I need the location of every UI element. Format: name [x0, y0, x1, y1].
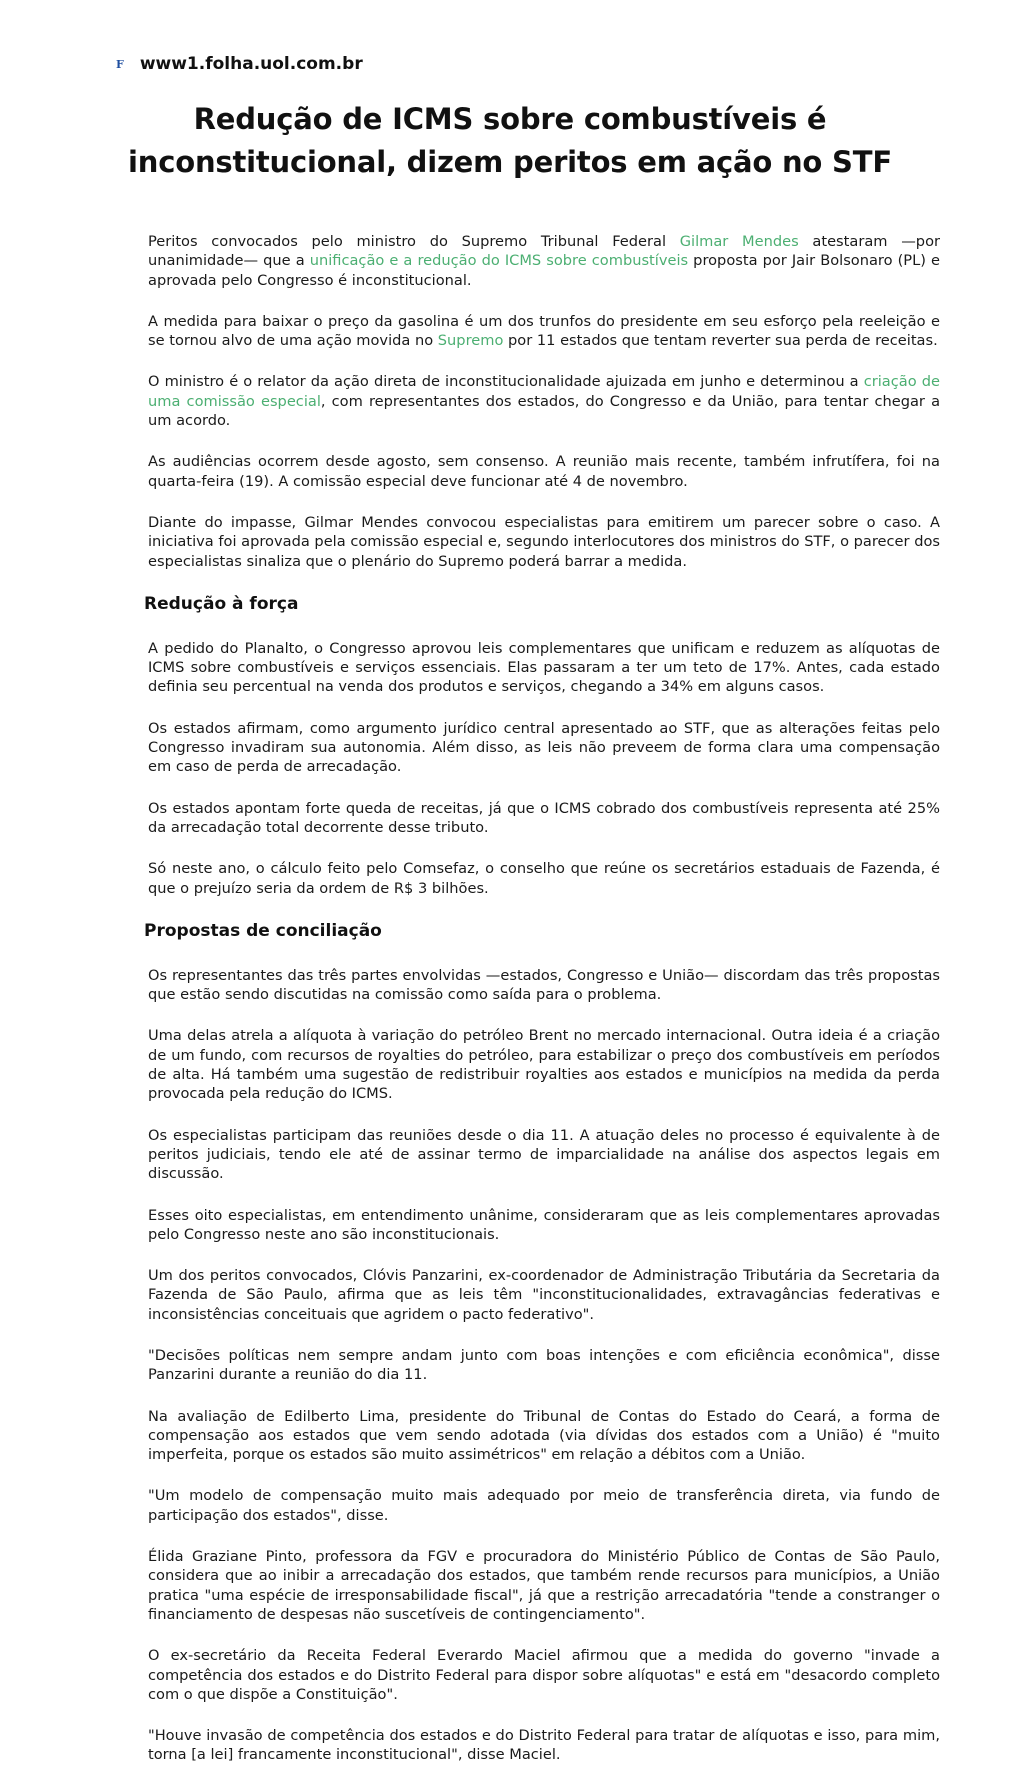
paragraph-4: As audiências ocorrem desde agosto, sem consenso. A reunião mais recente, também infrutífera, foi na quarta-feira (19). A comissão especial deve funcionar até 4 de novembro.	[148, 453, 940, 490]
link-comissao-especial[interactable]: criação de uma comissão especial	[148, 373, 940, 410]
site-url[interactable]: www1.folha.uol.com.br	[139, 54, 363, 74]
paragraph-2	[148, 312, 940, 351]
paragraph-1-text-a: Peritos convocados pelo ministro do Supremo Tribunal Federal	[148, 233, 680, 250]
paragraph-20: "Houve invasão de competência dos estados e do Distrito Federal para tratar de alíquotas e isso, para mim, torna [a lei] francamente inconstitucional", disse Maciel.	[148, 1727, 940, 1764]
paragraph-3	[148, 372, 940, 430]
paragraph-6: A pedido do Planalto, o Congresso aprovou leis complementares que unificam e reduzem as alíquotas de ICMS sobre combustíveis e serviços essenciais. Elas passaram a ter um teto de 17%. Antes, cada estado definia seu percentual na venda dos produtos e serviços, chegando a 34% em alguns casos.	[148, 639, 940, 696]
paragraph-8: Os estados apontam forte queda de receitas, já que o ICMS cobrado dos combustíveis representa até 25% da arrecadação total decorrente desse tributo.	[148, 799, 940, 836]
paragraph-5: Diante do impasse, Gilmar Mendes convocou especialistas para emitirem um parecer sobre o caso. A iniciativa foi aprovada pela comissão especial e, segundo interlocutores dos ministros do STF, o parecer dos especialistas sinaliza que o plenário do Supremo poderá barrar a medida.	[148, 513, 940, 570]
paragraph-7: Os estados afirmam, como argumento jurídico central apresentado ao STF, que as alterações feitas pelo Congresso invadiram sua autonomia. Além disso, as leis não preveem de forma clara uma compensação em caso de perda de arrecadação.	[148, 719, 940, 776]
paragraph-2-text-a: A medida para baixar o preço da gasolina é um dos trunfos do presidente em seu esforço pela reeleição e se tornou alvo de uma ação movida no	[148, 312, 940, 350]
paragraph-3-text-a: O ministro é o relator da ação direta de inconstitucionalidade ajuizada em junho e determinou a	[148, 373, 864, 391]
section-heading-reducao: Redução à força	[144, 593, 299, 614]
paragraph-15: "Decisões políticas nem sempre andam junto com boas intenções e com eficiência econômica", disse Panzarini durante a reunião do dia 11.	[148, 1346, 940, 1384]
article-title: Redução de ICMS sobre combustíveis é inconstitucional, dizem peritos em ação no STF	[128, 102, 892, 179]
paragraph-9: Só neste ano, o cálculo feito pelo Comsefaz, o conselho que reúne os secretários estaduais de Fazenda, é que o prejuízo seria da ordem de R$ 3 bilhões.	[148, 860, 940, 897]
site-header	[116, 54, 363, 74]
paragraph-14: Um dos peritos convocados, Clóvis Panzarini, ex-coordenador de Administração Tributária da Secretaria da Fazenda de São Paulo, afirma que as leis têm "inconstitucionalidades, extravagâncias federativas e inconsistências conceituais que agridem o pacto federativo".	[148, 1267, 940, 1323]
folha-favicon-icon: F	[116, 57, 124, 71]
section-heading-propostas: Propostas de conciliação	[144, 920, 382, 941]
paragraph-1	[148, 232, 940, 290]
paragraph-19: O ex-secretário da Receita Federal Everardo Maciel afirmou que a medida do governo "invade a competência dos estados e do Distrito Federal para dispor sobre alíquotas" e está em "desacordo completo com o que dispõe a Constituição".	[148, 1647, 940, 1703]
paragraph-1-text-b: atestaram —por unanimidade— que a	[148, 233, 940, 270]
paragraph-3-text-b: , com representantes dos estados, do Congresso e da União, para tentar chegar a um acordo.	[148, 392, 941, 430]
link-unificacao-icms[interactable]: unificação e a redução do ICMS sobre combustíveis	[309, 252, 689, 270]
paragraph-1-text-c: proposta por Jair Bolsonaro (PL) e aprovada pelo Congresso é inconstitucional.	[148, 252, 940, 289]
paragraph-10: Os representantes das três partes envolvidas —estados, Congresso e União— discordam das três propostas que estão sendo discutidas na comissão como saída para o problema.	[148, 966, 940, 1004]
paragraph-12: Os especialistas participam das reuniões desde o dia 11. A atuação deles no processo é equivalente à de peritos judiciais, tendo ele até de assinar termo de imparcialidade na análise dos aspectos legais em discussão.	[148, 1126, 940, 1183]
paragraph-11: Uma delas atrela a alíquota à variação do petróleo Brent no mercado internacional. Outra ideia é a criação de um fundo, com recursos de royalties do petróleo, para estabilizar o preço dos combustíveis em períodos de alta. Há também uma sugestão de redistribuir royalties aos estados e municípios na medida da perda provocada pela redução do ICMS.	[148, 1027, 940, 1103]
paragraph-18: Élida Graziane Pinto, professora da FGV e procuradora do Ministério Público de Contas de São Paulo, considera que ao inibir a arrecadação dos estados, que também rende recursos para municípios, a União pratica "uma espécie de irresponsabilidade fiscal", já que a restrição arrecadatória "tende a constranger o financiamento de despesas não suscetíveis de contingenciamento".	[148, 1548, 940, 1623]
paragraph-17: "Um modelo de compensação muito mais adequado por meio de transferência direta, via fundo de participação dos estados", disse.	[148, 1487, 940, 1524]
paragraph-16: Na avaliação de Edilberto Lima, presidente do Tribunal de Contas do Estado do Ceará, a forma de compensação aos estados que vem sendo adotada (via dívidas dos estados com a União) é "muito imperfeita, porque os estados são muito assimétricos" em relação a débitos com a União.	[148, 1407, 940, 1464]
article-body	[144, 232, 941, 1787]
paragraph-2-text-b: por 11 estados que tentam reverter sua perda de receitas.	[503, 332, 938, 350]
link-gilmar-mendes[interactable]: Gilmar Mendes	[679, 233, 799, 250]
link-supremo[interactable]: Supremo	[437, 332, 504, 350]
paragraph-13: Esses oito especialistas, em entendimento unânime, consideraram que as leis complementares aprovadas pelo Congresso neste ano são inconstitucionais.	[148, 1206, 940, 1243]
